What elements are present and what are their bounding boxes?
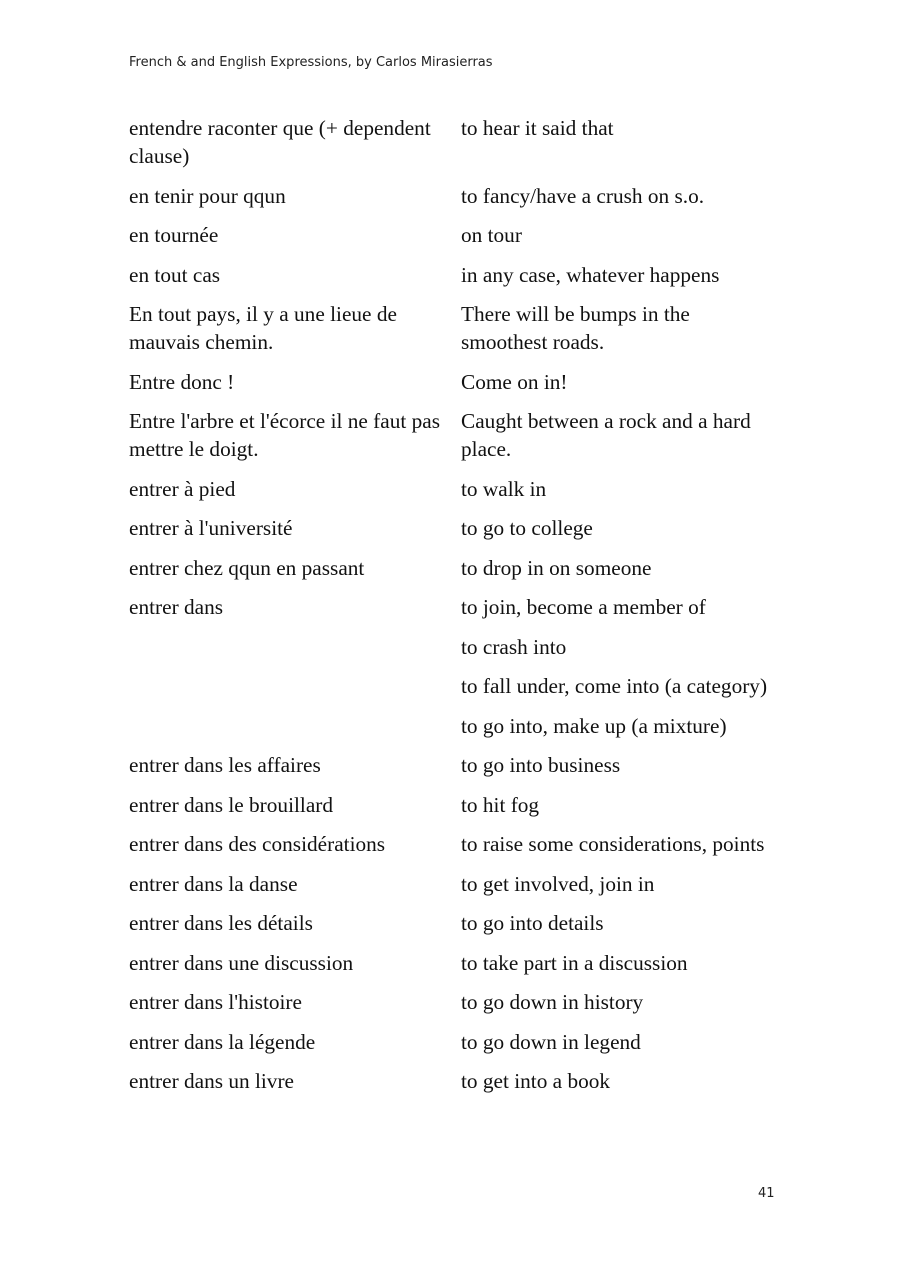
expressions-table (129, 114, 779, 1107)
table-row (129, 1028, 779, 1068)
french-expression: entrer dans une discussion (129, 950, 354, 975)
english-translation: to go to college (461, 516, 593, 540)
table-row (129, 791, 779, 831)
french-expression: Entre donc ! (129, 369, 235, 394)
french-expression: entrer chez qqun en passant (129, 555, 365, 580)
table-row (129, 672, 779, 712)
table-row (129, 221, 779, 261)
table-row (129, 407, 779, 475)
french-expression: entrer dans les détails (129, 911, 313, 935)
running-header: French & and English Expressions, by Carlos Mirasierras (129, 55, 493, 70)
english-translation: to go down in legend (461, 1029, 641, 1054)
table-row (129, 300, 779, 368)
english-translation: to get involved, join in (461, 871, 655, 896)
page-number: 41 (758, 1186, 775, 1201)
english-translation: to join, become a member of (461, 595, 706, 619)
french-expression: entrer dans l'histoire (129, 990, 302, 1014)
english-translation: to go into details (461, 911, 604, 935)
english-translation: to walk in (461, 476, 547, 501)
table-row (129, 909, 779, 949)
table-row (129, 1067, 779, 1107)
french-expression: en tout cas (129, 262, 221, 287)
table-row (129, 949, 779, 989)
french-expression (129, 633, 461, 661)
french-expression: en tournée (129, 223, 219, 247)
english-translation: in any case, whatever happens (461, 262, 720, 287)
english-translation: on tour (461, 223, 522, 247)
french-expression (129, 712, 461, 740)
french-expression: entendre raconter que (+ dependent clause) (129, 116, 431, 168)
table-row (129, 261, 779, 301)
english-translation: to go down in history (461, 990, 644, 1014)
table-row (129, 988, 779, 1028)
table-row (129, 368, 779, 408)
french-expression: entrer dans le brouillard (129, 792, 334, 817)
french-expression: entrer dans la légende (129, 1029, 316, 1054)
table-row (129, 830, 779, 870)
table-row (129, 870, 779, 910)
french-expression: en tenir pour qqun (129, 183, 286, 208)
english-translation: to get into a book (461, 1069, 611, 1093)
french-expression: entrer à l'université (129, 516, 293, 540)
french-expression: Entre l'arbre et l'écorce il ne faut pas mettre le doigt. (129, 409, 440, 461)
table-row (129, 114, 779, 182)
english-translation: to hit fog (461, 792, 540, 817)
english-translation: to go into business (461, 753, 621, 777)
french-expression: entrer dans la danse (129, 871, 298, 896)
french-expression: entrer dans les affaires (129, 753, 321, 777)
english-translation: to raise some considerations, points (461, 832, 765, 856)
table-row (129, 554, 779, 594)
table-row (129, 712, 779, 752)
english-translation: Come on in! (461, 369, 568, 394)
table-row (129, 514, 779, 554)
english-translation: to fancy/have a crush on s.o. (461, 183, 705, 208)
french-expression: entrer à pied (129, 476, 236, 501)
french-expression: entrer dans (129, 595, 224, 619)
french-expression: entrer dans des considérations (129, 832, 386, 856)
english-translation: to take part in a discussion (461, 950, 688, 975)
english-translation: to crash into (461, 634, 567, 659)
french-expression: entrer dans un livre (129, 1069, 294, 1093)
table-row (129, 182, 779, 222)
table-row (129, 633, 779, 673)
table-row (129, 475, 779, 515)
english-translation: to hear it said that (461, 116, 614, 140)
english-translation: Caught between a rock and a hard place. (461, 409, 751, 461)
english-translation: to go into, make up (a mixture) (461, 713, 727, 738)
english-translation: to drop in on someone (461, 555, 652, 580)
table-row (129, 593, 779, 633)
english-translation: to fall under, come into (a category) (461, 674, 768, 698)
french-expression: En tout pays, il y a une lieue de mauvais chemin. (129, 302, 397, 354)
table-row (129, 751, 779, 791)
english-translation: There will be bumps in the smoothest roads. (461, 302, 690, 354)
french-expression (129, 672, 461, 700)
